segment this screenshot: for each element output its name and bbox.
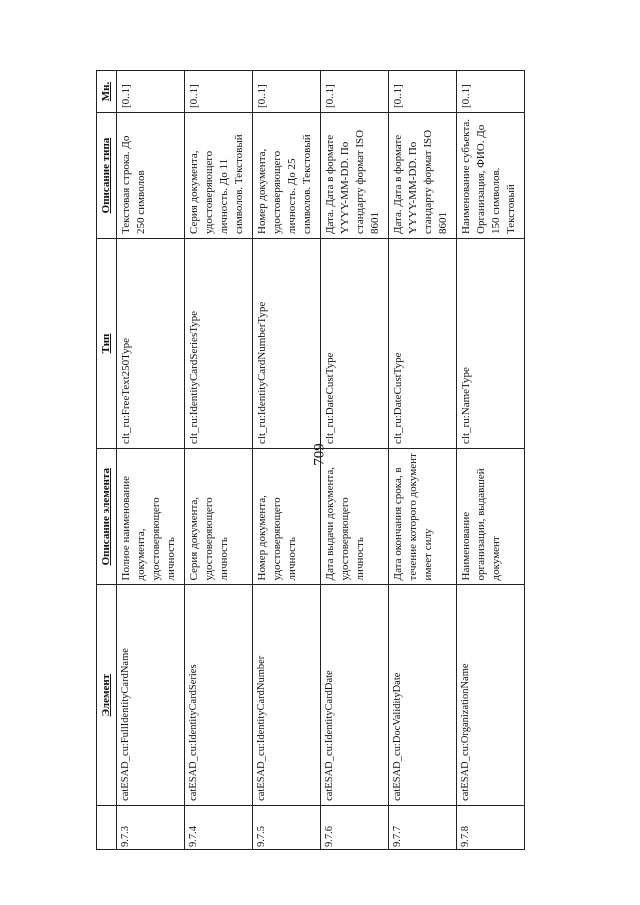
- element-description: Серия документа, удостоверяющего личность: [185, 448, 253, 584]
- type-name: clt_ru:DateCustType: [389, 239, 457, 449]
- multiplicity: [0..1]: [389, 71, 457, 113]
- type-description: Серия документа, удостоверяющего личность. До 11 символов. Текстовый: [185, 113, 253, 239]
- row-number: 9.7.7: [389, 805, 457, 849]
- type-name: clt_ru:NameType: [457, 239, 525, 449]
- type-description: Наименование субъекта. Организация, ФИО. До 150 символов. Текстовый: [457, 113, 525, 239]
- table-row: [185, 71, 253, 850]
- row-number: 9.7.8: [457, 805, 525, 849]
- header-number: [97, 805, 117, 849]
- multiplicity: [0..1]: [321, 71, 389, 113]
- type-name: clt_ru:DateCustType: [321, 239, 389, 449]
- type-name: clt_ru:IdentityCardNumberType: [253, 239, 321, 449]
- element-description: Номер документа, удостоверяющего личность: [253, 448, 321, 584]
- element-name: catESAD_cu:OrganizationName: [457, 585, 525, 805]
- header-element-description: Описание элемента: [97, 448, 117, 584]
- header-multiplicity: Мн.: [97, 71, 117, 113]
- type-description: Текстовая строка. До 250 символов: [117, 113, 185, 239]
- table-row: [253, 71, 321, 850]
- type-name: clt_ru:FreeText250Type: [117, 239, 185, 449]
- type-description: Дата. Дата в формате YYYY-MM-DD. По стандарту формат ISO 8601: [321, 113, 389, 239]
- row-number: 9.7.5: [253, 805, 321, 849]
- element-name: catESAD_cu:FullIdentityCardName: [117, 585, 185, 805]
- elements-table: [96, 70, 525, 850]
- table-row: [321, 71, 389, 850]
- table-row: [457, 71, 525, 850]
- element-name: catESAD_cu:IdentityCardNumber: [253, 585, 321, 805]
- multiplicity: [0..1]: [253, 71, 321, 113]
- table-header-row: [97, 71, 117, 850]
- multiplicity: [0..1]: [117, 71, 185, 113]
- element-name: catESAD_cu:DocValidityDate: [389, 585, 457, 805]
- element-name: catESAD_cu:IdentityCardDate: [321, 585, 389, 805]
- row-number: 9.7.3: [117, 805, 185, 849]
- table-row: [117, 71, 185, 850]
- header-element: Элемент: [97, 585, 117, 805]
- table-container: [96, 70, 517, 850]
- row-number: 9.7.4: [185, 805, 253, 849]
- header-type-description: Описание типа: [97, 113, 117, 239]
- row-number: 9.7.6: [321, 805, 389, 849]
- type-description: Номер документа, удостоверяющего личность. До 25 символов. Текстовый: [253, 113, 321, 239]
- element-description: Полное наименование документа, удостоверяющего личность: [117, 448, 185, 584]
- header-type: Тип: [97, 239, 117, 449]
- multiplicity: [0..1]: [185, 71, 253, 113]
- element-description: Дата окончания срока, в течение которого документ имеет силу: [389, 448, 457, 584]
- type-name: clt_ru:IdentityCardSeriesType: [185, 239, 253, 449]
- element-description: Наименование организации, выдавшей документ: [457, 448, 525, 584]
- table-row: [389, 71, 457, 850]
- element-description: Дата выдачи документа, удостоверяющего личность: [321, 448, 389, 584]
- page-number: 709: [311, 443, 328, 466]
- element-name: catESAD_cu:IdentityCardSeries: [185, 585, 253, 805]
- type-description: Дата. Дата в формате YYYY-MM-DD. По стандарту формат ISO 8601: [389, 113, 457, 239]
- multiplicity: [0..1]: [457, 71, 525, 113]
